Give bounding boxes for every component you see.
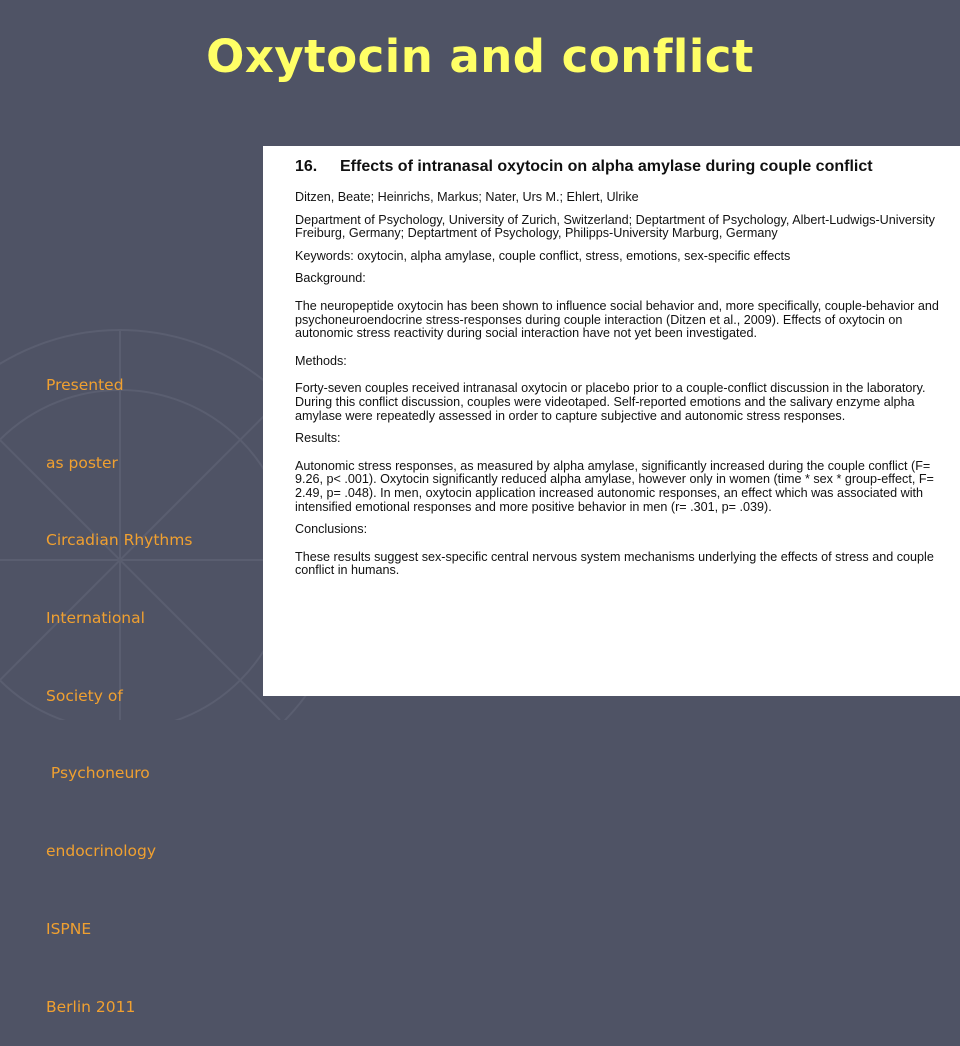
- abstract-affiliation: Department of Psychology, University of Zurich, Switzerland; Deptartment of Psychology, Albert-Ludwigs-University Freiburg, Germany; Deptartment of Psychology, Philipps-University Marburg, Germany: [295, 212, 935, 241]
- abstract-panel: [263, 146, 960, 696]
- poster-note-line: as poster: [46, 453, 118, 472]
- poster-note-line: Society of: [46, 686, 123, 705]
- conclusions-heading: Conclusions:: [295, 522, 368, 537]
- abstract-title: [295, 158, 945, 176]
- poster-note-line: Circadian Rhythms: [46, 531, 193, 550]
- poster-note-line: International: [46, 608, 145, 627]
- poster-note: [46, 321, 256, 1046]
- abstract-title-text: Effects of intranasal oxytocin on alpha amylase during couple conflict: [340, 158, 873, 175]
- abstract-number: 16.: [295, 158, 318, 175]
- conclusions-text: These results suggest sex-specific central nervous system mechanisms underlying the effects of stress and couple conflict in humans.: [295, 549, 934, 578]
- background-heading: Background:: [295, 271, 366, 286]
- methods-text: Forty-seven couples received intranasal oxytocin or placebo prior to a couple-conflict discussion in the laboratory. During this conflict discussion, couples were videotaped. Self-reported emotions and the salivary enzyme alpha amylase were repeatedly assessed in order to capture subjective and autonomic stress responses.: [295, 381, 926, 423]
- abstract-authors: Ditzen, Beate; Heinrichs, Markus; Nater, Urs M.; Ehlert, Ulrike: [295, 190, 639, 204]
- results-heading: Results:: [295, 431, 341, 446]
- background-text: The neuropeptide oxytocin has been shown to influence social behavior and, more specifically, couple-behavior and psychoneuroendocrine stress-responses during couple interaction (Ditzen et al., 2009). Effects of oxytocin on autonomic stress reactivity during social interaction have not yet been investigated.: [295, 298, 939, 341]
- slide-title: Oxytocin and conflict: [206, 30, 754, 83]
- poster-note-line: ISPNE: [46, 919, 92, 938]
- poster-note-line: Berlin 2011: [46, 997, 136, 1016]
- poster-note-line: endocrinology: [46, 842, 156, 861]
- methods-heading: Methods:: [295, 353, 347, 368]
- abstract-keywords: Keywords: oxytocin, alpha amylase, couple conflict, stress, emotions, sex-specific effects: [295, 248, 791, 263]
- results-text: Autonomic stress responses, as measured by alpha amylase, significantly increased during the couple conflict (F= 9.26, p< .001). Oxytocin significantly reduced alpha amylase, however only in women (time * sex * group-effect, F= 2.49, p= .048). In men, oxytocin application increased autonomic responses, an effect which was associated with intensified emotional responses and more positive behavior in men (r= .301, p= .039).: [295, 458, 934, 514]
- poster-note-line: Psychoneuro: [46, 764, 150, 783]
- poster-note-line: Presented: [46, 375, 124, 394]
